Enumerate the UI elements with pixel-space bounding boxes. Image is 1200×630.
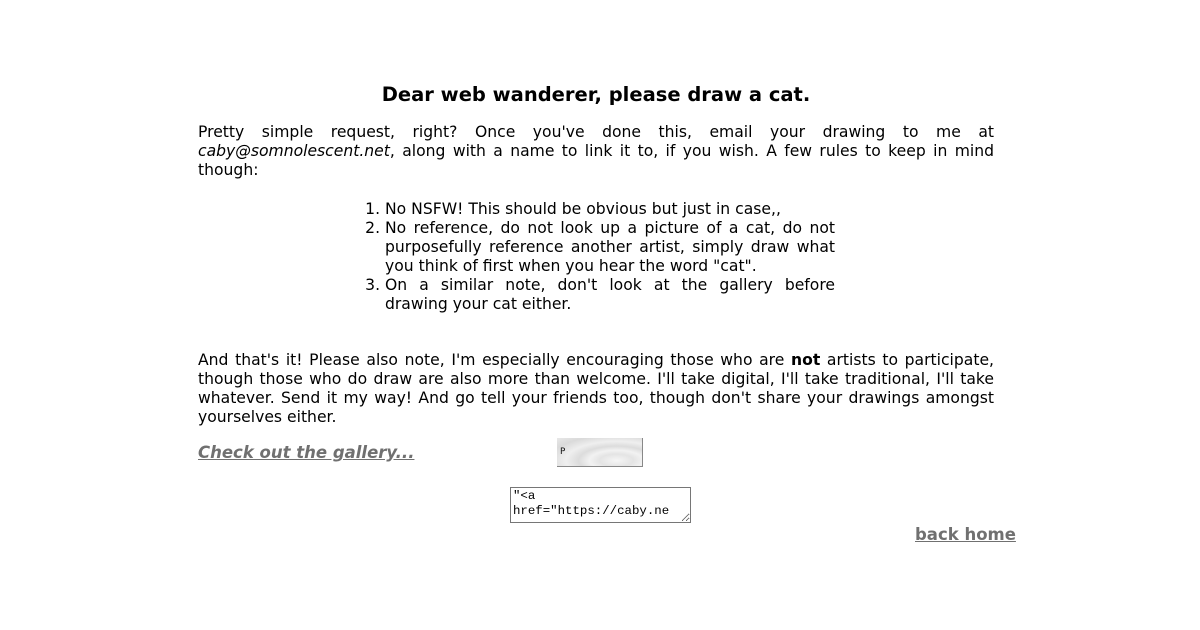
page-title: Dear web wanderer, please draw a cat.	[381, 83, 811, 106]
gallery-link[interactable]: Check out the gallery...	[198, 443, 415, 462]
intro-paragraph	[198, 123, 994, 180]
back-home-link[interactable]: back home	[915, 525, 1016, 544]
embed-code-textarea[interactable]	[510, 487, 691, 523]
rule-item: 2. No reference, do not look up a picture of a cat, do not purposefully reference another artist, simply draw what you think of first when you hear the word "cat".	[385, 219, 835, 276]
site-badge-button[interactable]	[557, 438, 643, 467]
intro-text: Pretty simple request, right? Once you've done this, email your drawing to me at	[198, 123, 994, 141]
email-address: caby@somnolescent.net	[198, 142, 390, 160]
badge-glyph: P	[560, 447, 566, 457]
main-content	[198, 84, 994, 463]
emphasis-not: not	[791, 351, 821, 369]
rule-item: 1. No NSFW! This should be obvious but just in case,,	[385, 200, 835, 219]
rule-item: 3. On a similar note, don't look at the gallery before drawing your cat either.	[385, 276, 835, 314]
intro-text-end: , along with a name to link it to, if you wish. A few rules to keep in mind though:	[198, 142, 994, 179]
outro-text-end: artists to participate, though those who do draw are also more than welcome. I'll take digital, I'll take traditional, I'll take whatever. Send it my way! And go tell your friends too, though don't share your drawings amongst yourselves either.	[198, 351, 994, 426]
rules-list	[365, 200, 835, 314]
outro-paragraph	[198, 351, 994, 427]
outro-text: And that's it! Please also note, I'm especially encouraging those who are	[198, 351, 791, 369]
